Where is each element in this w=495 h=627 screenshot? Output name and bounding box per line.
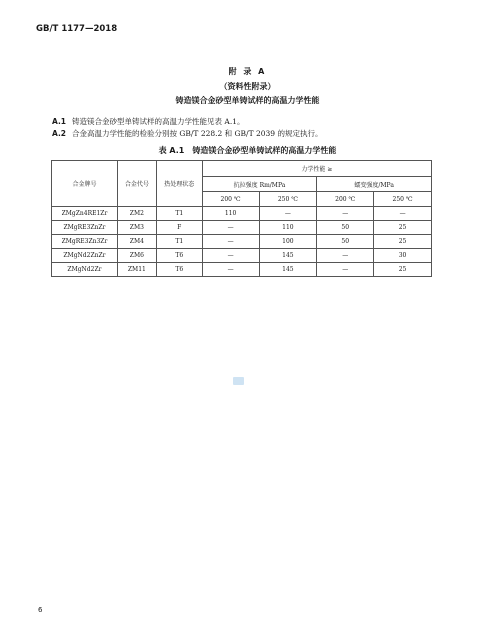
table-row — [52, 207, 432, 221]
cell-tensile-250: 145 — [259, 263, 317, 277]
header-heat-treatment: 热处理状态 — [156, 161, 202, 207]
cell-alloy-grade: ZMgNd2Zr — [52, 263, 118, 277]
clause-a2 — [52, 128, 322, 139]
cell-tensile-250: — — [259, 207, 317, 221]
page-number: 6 — [38, 606, 43, 614]
clause-a1 — [52, 116, 244, 127]
clause-text: 合金高温力学性能的检验分别按 GB/T 228.2 和 GB/T 2039 的规定执行。 — [72, 129, 323, 138]
table-row — [52, 221, 432, 235]
cell-heat-treatment: T6 — [156, 249, 202, 263]
standard-number: GB/T 1177—2018 — [36, 24, 118, 34]
cell-heat-treatment: F — [156, 221, 202, 235]
cell-tensile-200: — — [202, 249, 259, 263]
table-row — [52, 235, 432, 249]
properties-table — [51, 160, 432, 277]
cell-creep-200: — — [317, 249, 374, 263]
cell-creep-250: 25 — [374, 263, 432, 277]
cell-creep-200: 50 — [317, 221, 374, 235]
watermark-logo — [233, 377, 244, 385]
cell-heat-treatment: T1 — [156, 207, 202, 221]
cell-tensile-250: 110 — [259, 221, 317, 235]
cell-alloy-grade: ZMgRE3Zn3Zr — [52, 235, 118, 249]
cell-tensile-200: — — [202, 263, 259, 277]
cell-heat-treatment: T6 — [156, 263, 202, 277]
cell-tensile-250: 100 — [259, 235, 317, 249]
cell-tensile-200: — — [202, 221, 259, 235]
cell-alloy-code: ZM3 — [117, 221, 156, 235]
cell-creep-250: 25 — [374, 221, 432, 235]
cell-alloy-code: ZM4 — [117, 235, 156, 249]
appendix-heading: 铸造镁合金砂型单铸试样的高温力学性能 — [175, 96, 320, 105]
clause-text: 铸造镁合金砂型单铸试样的高温力学性能见表 A.1。 — [72, 117, 245, 126]
cell-alloy-code: ZM2 — [117, 207, 156, 221]
header-creep-200: 200 ℃ — [317, 192, 374, 207]
header-alloy-code: 合金代号 — [117, 161, 156, 207]
cell-creep-200: — — [317, 263, 374, 277]
header-mechanical-properties: 力学性能 ≥ — [202, 161, 431, 177]
cell-creep-200: — — [317, 207, 374, 221]
table-row — [52, 263, 432, 277]
table-row — [52, 249, 432, 263]
clause-number: A.1 — [52, 117, 67, 126]
header-alloy-grade: 合金牌号 — [52, 161, 118, 207]
cell-tensile-250: 145 — [259, 249, 317, 263]
cell-alloy-grade: ZMgNd2ZnZr — [52, 249, 118, 263]
cell-tensile-200: — — [202, 235, 259, 249]
header-tensile-250: 250 ℃ — [259, 192, 317, 207]
header-tensile-200: 200 ℃ — [202, 192, 259, 207]
header-tensile-strength: 抗拉强度 Rm/MPa — [202, 177, 317, 192]
cell-alloy-code: ZM11 — [117, 263, 156, 277]
cell-tensile-200: 110 — [202, 207, 259, 221]
cell-alloy-grade: ZMgZn4RE1Zr — [52, 207, 118, 221]
cell-alloy-grade: ZMgRE3ZnZr — [52, 221, 118, 235]
cell-alloy-code: ZM6 — [117, 249, 156, 263]
cell-creep-250: — — [374, 207, 432, 221]
table-caption — [0, 145, 495, 156]
clause-number: A.2 — [52, 129, 67, 138]
cell-creep-200: 50 — [317, 235, 374, 249]
header-creep-strength: 蠕变强度/MPa — [317, 177, 432, 192]
appendix-type: （资料性附录） — [219, 82, 276, 91]
cell-heat-treatment: T1 — [156, 235, 202, 249]
appendix-title: 附 录 A — [228, 67, 267, 76]
table-number: 表 A.1 — [158, 146, 185, 155]
header-creep-250: 250 ℃ — [374, 192, 432, 207]
cell-creep-250: 25 — [374, 235, 432, 249]
table-title: 铸造镁合金砂型单铸试样的高温力学性能 — [192, 146, 337, 155]
cell-creep-250: 30 — [374, 249, 432, 263]
